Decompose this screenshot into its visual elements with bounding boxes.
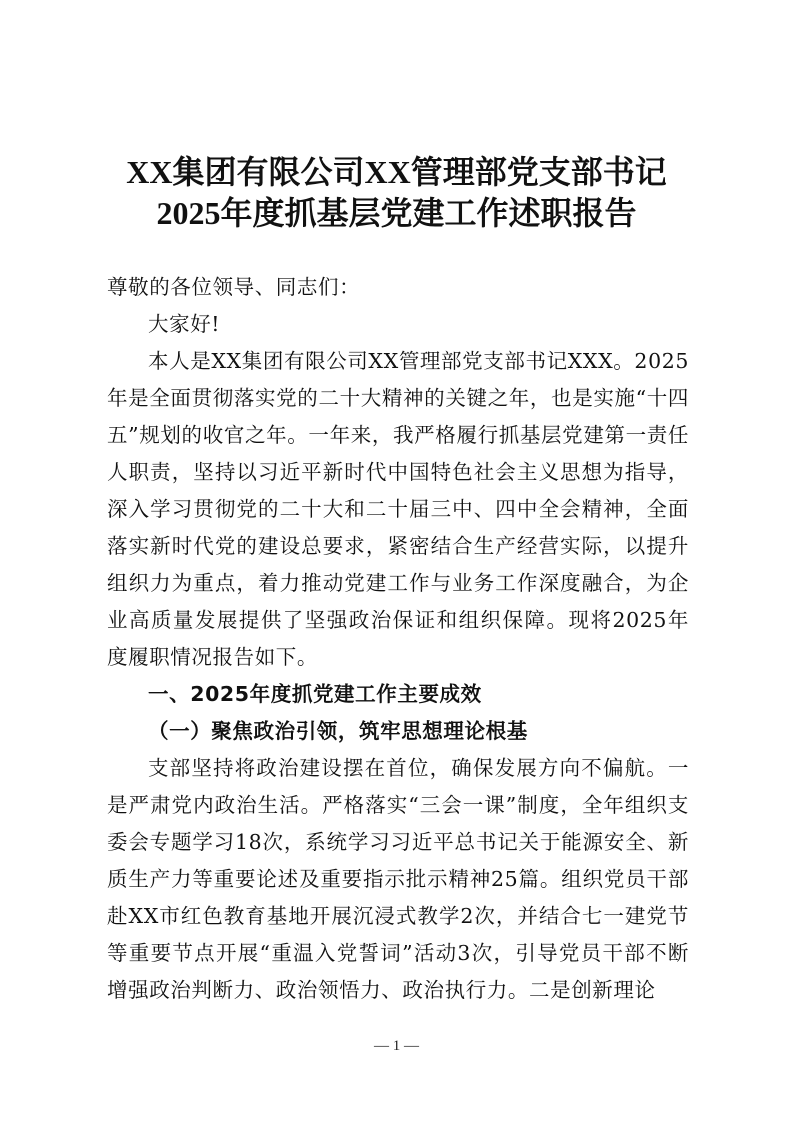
page-number: — 1 — [374,1038,419,1054]
intro-paragraph: 本人是XX集团有限公司XX管理部党支部书记XXX。2025年是全面贯彻落实党的二十大精神的关键之年，也是实施“十四五”规划的收官之年。一年来，我严格履行抓基层党建第一责任人职责，坚持以习近平新时代中国特色社会主义思想为指导，深入学习贯彻党的二十大和二十届三中、四中全会精神，全面落实新时代党的建设总要求，紧密结合生产经营实际，以提升组织力为重点，着力推动党建工作与业务工作深度融合，为企业高质量发展提供了坚强政治保证和组织保障。现将2025年度履职情况报告如下。 [107,349,689,669]
subsection-heading-1: （一）聚焦政治引领，筑牢思想理论根基 [148,719,528,743]
document-title-line-2: 2025年度抓基层党建工作述职报告 [156,195,637,231]
section-heading-1: 一、2025年度抓党建工作主要成效 [148,682,482,706]
salutation: 尊敬的各位领导、同志们： [107,275,361,299]
document-title-line-1: XX集团有限公司XX管理部党支部书记 [126,154,667,190]
body-paragraph: 支部坚持将政治建设摆在首位，确保发展方向不偏航。一是严肃党内政治生活。严格落实“三会一课”制度，全年组织支委会专题学习18次，系统学习习近平总书记关于能源安全、新质生产力等重要论述及重要指示批示精神25篇。组织党员干部赴XX市红色教育基地开展沉浸式教学2次，并结合七一建党节等重要节点开展“重温入党誓词”活动3次，引导党员干部不断增强政治判断力、政治领悟力、政治执行力。二是创新理论 [107,756,689,1002]
greeting: 大家好! [148,312,221,336]
